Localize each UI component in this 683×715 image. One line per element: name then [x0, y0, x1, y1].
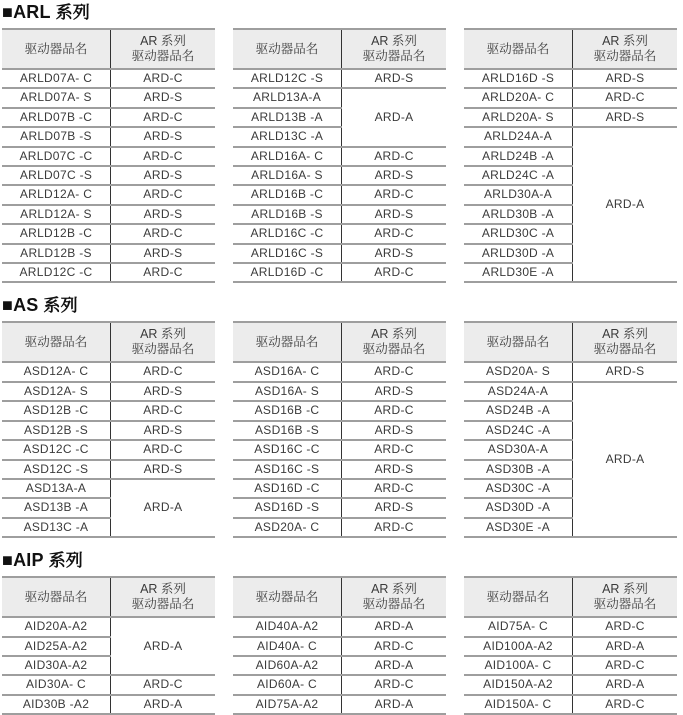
driver-name-column-header: 驱动器品名 [2, 29, 111, 69]
table-row [2, 88, 215, 107]
driver-name-column-header: 驱动器品名 [2, 577, 111, 617]
table-row [2, 675, 215, 694]
driver-name-cell: ARLD07A- C [2, 69, 111, 88]
table-row [464, 127, 677, 146]
table-header-row [464, 322, 677, 362]
table-row [2, 108, 215, 127]
table-row [464, 88, 677, 107]
driver-name-cell: ASD24B -A [464, 401, 573, 420]
ar-driver-name-cell: ARD-S [111, 88, 216, 107]
ar-driver-name-cell: ARD-C [111, 69, 216, 88]
driver-name-cell: ASD12B -S [2, 421, 111, 440]
table-row [233, 637, 446, 656]
square-bullet-icon: ■ [2, 295, 14, 316]
section-title [2, 295, 677, 316]
section-title-cn: 系列 [50, 3, 90, 22]
driver-name-cell: ARLD24A-A [464, 127, 573, 146]
table-row [233, 656, 446, 675]
driver-name-cell: AID150A-A2 [464, 675, 573, 694]
ar-driver-name-cell: ARD-C [111, 108, 216, 127]
tables-row [2, 576, 677, 715]
ar-driver-name-cell: ARD-C [342, 479, 447, 498]
driver-name-cell: AID60A-A2 [233, 656, 342, 675]
table-row [2, 205, 215, 224]
section-arl [2, 2, 677, 283]
driver-name-cell: AID40A- C [233, 637, 342, 656]
driver-name-cell: ARLD16D -S [464, 69, 573, 88]
ar-driver-name-cell: ARD-A [342, 88, 447, 146]
section-title-latin: ARL [13, 2, 51, 22]
ar-series-header-line1: AR 系列 [140, 327, 186, 342]
driver-name-cell: ASD16B -C [233, 401, 342, 420]
driver-name-cell: ARLD07B -C [2, 108, 111, 127]
table-row [233, 244, 446, 263]
driver-name-cell: ARLD12A- S [2, 205, 111, 224]
ar-driver-name-cell: ARD-C [573, 656, 678, 675]
ar-series-header-line2: 驱动器品名 [131, 597, 195, 612]
driver-name-cell: ASD13C -A [2, 518, 111, 537]
ar-driver-name-cell: ARD-C [342, 637, 447, 656]
table-row [233, 440, 446, 459]
driver-name-cell: ARLD30E -A [464, 263, 573, 282]
ar-series-header-line1: AR 系列 [602, 327, 648, 342]
ar-driver-name-cell: ARD-S [573, 69, 678, 88]
driver-name-cell: ASD12C -S [2, 460, 111, 479]
table-row [233, 421, 446, 440]
ar-driver-name-cell: ARD-C [111, 263, 216, 282]
driver-name-cell: AID75A-A2 [233, 695, 342, 714]
table-row [233, 498, 446, 517]
ar-driver-name-cell: ARD-C [342, 185, 447, 204]
section-title [2, 550, 677, 571]
driver-mapping-table [233, 28, 446, 283]
table-row [2, 362, 215, 381]
ar-driver-name-cell: ARD-S [342, 460, 447, 479]
driver-name-cell: AID40A-A2 [233, 617, 342, 636]
driver-mapping-table [2, 28, 215, 283]
ar-series-column-header [342, 29, 447, 69]
section-title-cn: 系列 [43, 551, 84, 571]
driver-name-cell: AID30B -A2 [2, 695, 111, 714]
driver-name-cell: ARLD16C -S [233, 244, 342, 263]
ar-series-header-line2: 驱动器品名 [593, 597, 657, 612]
ar-driver-name-cell: ARD-S [342, 244, 447, 263]
ar-driver-name-cell: ARD-C [342, 224, 447, 243]
ar-driver-name-cell: ARD-S [111, 127, 216, 146]
table-row [2, 166, 215, 185]
driver-name-cell: ASD30C -A [464, 479, 573, 498]
driver-name-cell: ARLD30A-A [464, 185, 573, 204]
ar-series-header-line2: 驱动器品名 [362, 342, 426, 357]
ar-driver-name-cell: ARD-C [111, 224, 216, 243]
ar-series-header-line2: 驱动器品名 [362, 49, 426, 63]
ar-driver-name-cell: ARD-C [342, 263, 447, 282]
driver-mapping-table [464, 576, 677, 715]
driver-name-cell: ASD16A- C [233, 362, 342, 381]
table-row [233, 88, 446, 107]
driver-name-cell: ARLD12C -S [233, 69, 342, 88]
table-row [464, 656, 677, 675]
driver-name-cell: AID75A- C [464, 617, 573, 636]
ar-driver-name-cell: ARD-A [573, 675, 678, 694]
driver-name-cell: ASD16D -C [233, 479, 342, 498]
driver-name-cell: AID30A- C [2, 675, 111, 694]
driver-name-cell: ARLD16C -C [233, 224, 342, 243]
table-header-row [233, 577, 446, 617]
driver-name-cell: ARLD12B -C [2, 224, 111, 243]
driver-name-cell: ARLD30D -A [464, 244, 573, 263]
ar-driver-name-cell: ARD-C [111, 440, 216, 459]
driver-name-cell: ASD24C -A [464, 421, 573, 440]
square-bullet-icon: ■ [2, 550, 14, 571]
table-row [233, 695, 446, 714]
table-row [233, 479, 446, 498]
driver-name-column-header: 驱动器品名 [233, 322, 342, 362]
driver-name-cell: AID20A-A2 [2, 617, 111, 636]
ar-series-header-line1: AR 系列 [371, 582, 417, 597]
section-as [2, 295, 677, 538]
section-aip [2, 550, 677, 715]
ar-series-header-line2: 驱动器品名 [131, 342, 195, 357]
table-row [233, 166, 446, 185]
table-row [2, 244, 215, 263]
ar-driver-name-cell: ARD-S [573, 362, 678, 381]
table-row [464, 69, 677, 88]
ar-driver-name-cell: ARD-C [111, 147, 216, 166]
driver-name-cell: ARLD07C -C [2, 147, 111, 166]
driver-name-cell: ARLD20A- S [464, 108, 573, 127]
ar-driver-name-cell: ARD-A [573, 382, 678, 537]
driver-name-cell: ARLD24C -A [464, 166, 573, 185]
table-header-row [233, 322, 446, 362]
ar-driver-name-cell: ARD-S [342, 382, 447, 401]
driver-name-cell: ASD13A-A [2, 479, 111, 498]
table-row [233, 460, 446, 479]
ar-driver-name-cell: ARD-S [342, 421, 447, 440]
driver-name-column-header: 驱动器品名 [2, 322, 111, 362]
ar-driver-name-cell: ARD-A [342, 656, 447, 675]
driver-name-cell: ARLD12A- C [2, 185, 111, 204]
table-row [233, 617, 446, 636]
table-row [233, 362, 446, 381]
driver-name-cell: ARLD16B -C [233, 185, 342, 204]
ar-series-header-line2: 驱动器品名 [593, 342, 657, 357]
table-row [233, 382, 446, 401]
driver-name-cell: ASD12B -C [2, 401, 111, 420]
driver-name-cell: AID60A- C [233, 675, 342, 694]
driver-name-cell: ASD12A- S [2, 382, 111, 401]
section-title-cn: 系列 [38, 296, 78, 316]
driver-name-cell: ARLD13C -A [233, 127, 342, 146]
driver-name-cell: ARLD07A- S [2, 88, 111, 107]
ar-driver-name-cell: ARD-S [111, 166, 216, 185]
ar-series-column-header [111, 322, 216, 362]
table-row [2, 440, 215, 459]
driver-name-cell: ASD30D -A [464, 498, 573, 517]
ar-series-header-line1: AR 系列 [371, 327, 417, 342]
table-row [2, 224, 215, 243]
table-row [2, 617, 215, 636]
driver-name-cell: ASD30E -A [464, 518, 573, 537]
driver-name-cell: ASD30B -A [464, 460, 573, 479]
table-row [233, 185, 446, 204]
table-row [233, 205, 446, 224]
table-row [2, 460, 215, 479]
table-row [233, 69, 446, 88]
table-row [233, 675, 446, 694]
driver-mapping-table [233, 321, 446, 538]
ar-driver-name-cell: ARD-C [111, 675, 216, 694]
driver-name-cell: AID100A- C [464, 656, 573, 675]
table-header-row [464, 29, 677, 69]
driver-name-cell: ARLD30B -A [464, 205, 573, 224]
ar-driver-name-cell: ARD-A [573, 127, 678, 282]
ar-driver-name-cell: ARD-C [111, 401, 216, 420]
ar-driver-name-cell: ARD-A [573, 637, 678, 656]
table-header-row [2, 322, 215, 362]
ar-driver-name-cell: ARD-C [342, 440, 447, 459]
ar-series-column-header [111, 577, 216, 617]
driver-name-column-header: 驱动器品名 [233, 577, 342, 617]
ar-series-header-line2: 驱动器品名 [593, 49, 657, 63]
table-row [2, 69, 215, 88]
section-title-latin: AS [13, 295, 39, 316]
table-row [2, 695, 215, 714]
driver-name-cell: ASD16C -S [233, 460, 342, 479]
ar-driver-name-cell: ARD-C [342, 518, 447, 537]
ar-driver-name-cell: ARD-S [111, 382, 216, 401]
table-row [2, 185, 215, 204]
ar-series-header-line1: AR 系列 [602, 582, 648, 597]
driver-mapping-table [2, 321, 215, 538]
section-title [2, 2, 677, 23]
driver-name-cell: ASD16A- S [233, 382, 342, 401]
driver-name-cell: ARLD16D -C [233, 263, 342, 282]
table-header-row [2, 577, 215, 617]
table-row [2, 147, 215, 166]
ar-driver-name-cell: ARD-C [111, 362, 216, 381]
ar-series-header-line2: 驱动器品名 [362, 597, 426, 612]
table-row [464, 617, 677, 636]
ar-driver-name-cell: ARD-S [573, 108, 678, 127]
ar-driver-name-cell: ARD-S [342, 205, 447, 224]
driver-mapping-table [464, 28, 677, 283]
driver-name-column-header: 驱动器品名 [464, 322, 573, 362]
table-row [2, 263, 215, 282]
tables-row [2, 321, 677, 538]
ar-driver-name-cell: ARD-C [573, 88, 678, 107]
table-row [464, 362, 677, 381]
table-row [464, 675, 677, 694]
table-header-row [464, 577, 677, 617]
table-row [464, 382, 677, 401]
driver-name-cell: ASD13B -A [2, 498, 111, 517]
ar-driver-name-cell: ARD-C [573, 617, 678, 636]
ar-series-column-header [342, 577, 447, 617]
table-row [233, 224, 446, 243]
driver-name-cell: ASD20A- S [464, 362, 573, 381]
ar-driver-name-cell: ARD-S [342, 166, 447, 185]
table-row [2, 382, 215, 401]
driver-name-cell: ASD20A- C [233, 518, 342, 537]
ar-driver-name-cell: ARD-A [111, 695, 216, 714]
ar-series-column-header [573, 322, 678, 362]
driver-name-cell: ARLD24B -A [464, 147, 573, 166]
ar-series-column-header [111, 29, 216, 69]
ar-series-header-line2: 驱动器品名 [131, 49, 195, 63]
table-row [233, 518, 446, 537]
driver-name-cell: ARLD30C -A [464, 224, 573, 243]
driver-mapping-table [464, 321, 677, 538]
table-row [464, 637, 677, 656]
driver-name-cell: ASD12A- C [2, 362, 111, 381]
ar-driver-name-cell: ARD-S [111, 460, 216, 479]
driver-name-cell: AID150A- C [464, 695, 573, 714]
table-row [233, 401, 446, 420]
driver-name-column-header: 驱动器品名 [464, 577, 573, 617]
table-row [2, 127, 215, 146]
table-row [464, 695, 677, 714]
table-row [233, 263, 446, 282]
driver-name-column-header: 驱动器品名 [233, 29, 342, 69]
table-header-row [2, 29, 215, 69]
table-row [233, 147, 446, 166]
driver-name-cell: AID100A-A2 [464, 637, 573, 656]
ar-series-header-line1: AR 系列 [140, 34, 186, 48]
tables-row [2, 28, 677, 283]
ar-driver-name-cell: ARD-A [342, 695, 447, 714]
ar-series-column-header [573, 577, 678, 617]
driver-name-cell: ARLD16A- S [233, 166, 342, 185]
table-row [2, 479, 215, 498]
driver-name-cell: AID30A-A2 [2, 656, 111, 675]
ar-driver-name-cell: ARD-S [111, 205, 216, 224]
driver-name-cell: ARLD16A- C [233, 147, 342, 166]
section-title-latin: AIP [13, 550, 44, 571]
ar-driver-name-cell: ARD-S [342, 498, 447, 517]
driver-name-column-header: 驱动器品名 [464, 29, 573, 69]
driver-name-cell: ASD24A-A [464, 382, 573, 401]
driver-name-cell: ARLD13A-A [233, 88, 342, 107]
ar-driver-name-cell: ARD-C [342, 401, 447, 420]
ar-driver-name-cell: ARD-S [342, 69, 447, 88]
driver-name-cell: ARLD16B -S [233, 205, 342, 224]
driver-name-cell: ARLD07C -S [2, 166, 111, 185]
driver-name-cell: AID25A-A2 [2, 637, 111, 656]
driver-name-cell: ASD16D -S [233, 498, 342, 517]
ar-driver-name-cell: ARD-C [573, 695, 678, 714]
ar-driver-name-cell: ARD-C [342, 362, 447, 381]
table-row [464, 108, 677, 127]
driver-name-cell: ASD12C -C [2, 440, 111, 459]
table-row [2, 401, 215, 420]
ar-driver-name-cell: ARD-S [111, 421, 216, 440]
ar-series-column-header [342, 322, 447, 362]
ar-driver-name-cell: ARD-C [342, 675, 447, 694]
driver-name-cell: ARLD07B -S [2, 127, 111, 146]
driver-name-cell: ARLD20A- C [464, 88, 573, 107]
ar-driver-name-cell: ARD-A [111, 479, 216, 537]
driver-name-cell: ASD16C -C [233, 440, 342, 459]
ar-driver-name-cell: ARD-A [111, 617, 216, 675]
ar-series-header-line1: AR 系列 [602, 34, 648, 48]
table-header-row [233, 29, 446, 69]
table-row [2, 421, 215, 440]
ar-driver-name-cell: ARD-C [111, 185, 216, 204]
ar-series-header-line1: AR 系列 [371, 34, 417, 48]
driver-name-cell: ARLD12B -S [2, 244, 111, 263]
driver-mapping-table [233, 576, 446, 715]
ar-driver-name-cell: ARD-C [342, 147, 447, 166]
driver-name-cell: ASD30A-A [464, 440, 573, 459]
driver-name-cell: ASD16B -S [233, 421, 342, 440]
ar-series-column-header [573, 29, 678, 69]
driver-name-cell: ARLD12C -C [2, 263, 111, 282]
ar-series-header-line1: AR 系列 [140, 582, 186, 597]
driver-mapping-table [2, 576, 215, 715]
driver-name-cell: ARLD13B -A [233, 108, 342, 127]
ar-driver-name-cell: ARD-S [111, 244, 216, 263]
ar-driver-name-cell: ARD-A [342, 617, 447, 636]
square-bullet-icon: ■ [2, 2, 14, 22]
